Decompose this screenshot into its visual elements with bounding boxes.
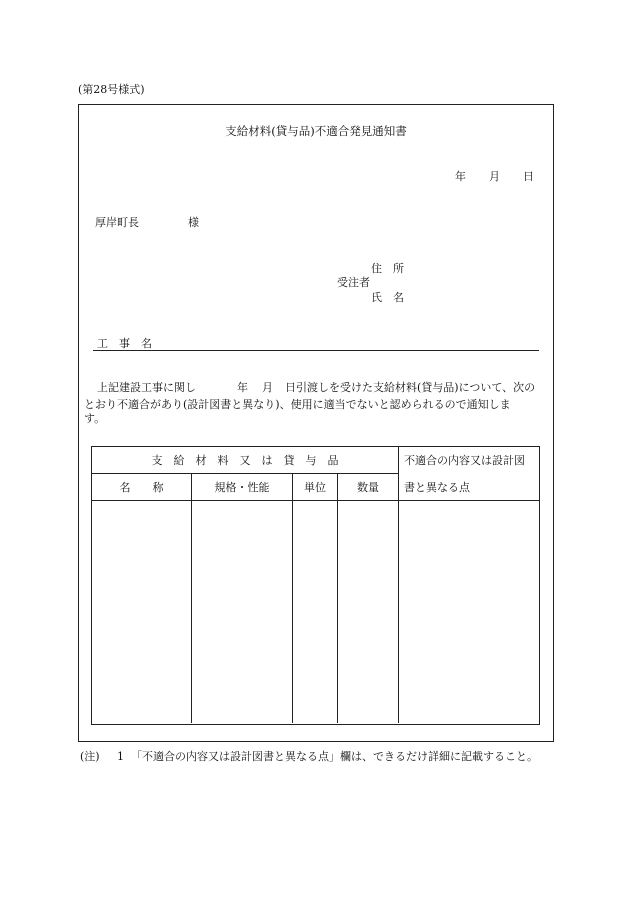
addressee-honorific: 様 — [188, 216, 199, 229]
body-line2: とおり不適合があり(設計図書と異なり)、使用に適当でないと認められるので通知しま — [84, 398, 511, 411]
form-title: 支給材料(貸与品)不適合発見通知書 — [225, 124, 407, 138]
addressee-name: 厚岸町長 — [95, 216, 139, 229]
table-col-divider-2 — [292, 474, 293, 723]
contractor-address-label: 住 所 — [371, 262, 404, 275]
project-name-label: 工 事 名 — [97, 337, 152, 350]
table-col-nonconformity-line2: 書と異なる点 — [404, 481, 470, 494]
note-number: 1 — [117, 750, 124, 763]
table-col-unit: 単位 — [304, 481, 326, 494]
body-line1-rest: 日引渡しを受けた支給材料(貸与品)について、次の — [285, 381, 536, 394]
date-month-label: 月 — [489, 170, 500, 183]
table-col-qty: 数量 — [357, 481, 379, 494]
project-name-underline — [93, 350, 539, 351]
table-col-spec: 規格・性能 — [214, 481, 270, 494]
table-col-name: 名 称 — [119, 481, 164, 494]
table-col-divider-3 — [337, 474, 338, 723]
table-body-divider — [92, 500, 539, 501]
date-day-label: 日 — [523, 170, 534, 183]
contractor-name-label: 氏 名 — [371, 291, 404, 304]
note-label: (注) — [80, 750, 100, 763]
table-header-divider — [92, 473, 398, 474]
table-col-nonconformity-line1: 不適合の内容又は設計図 — [404, 454, 525, 467]
contractor-role-label: 受注者 — [337, 276, 370, 289]
note-text: 「不適合の内容又は設計図書と異なる点」欄は、できるだけ詳細に記載すること。 — [131, 750, 538, 763]
table-group-header: 支 給 材 料 又 は 貸 与 品 — [151, 454, 339, 467]
body-line1-year: 年 — [237, 381, 248, 394]
body-line1-month: 月 — [262, 381, 273, 394]
form-number: (第28号様式) — [78, 83, 145, 96]
table-col-divider-1 — [191, 474, 192, 723]
date-year-label: 年 — [455, 170, 466, 183]
body-line3: す。 — [84, 412, 106, 425]
body-line1-start: 上記建設工事に関し — [97, 381, 196, 394]
table-col-divider-4 — [398, 447, 399, 723]
